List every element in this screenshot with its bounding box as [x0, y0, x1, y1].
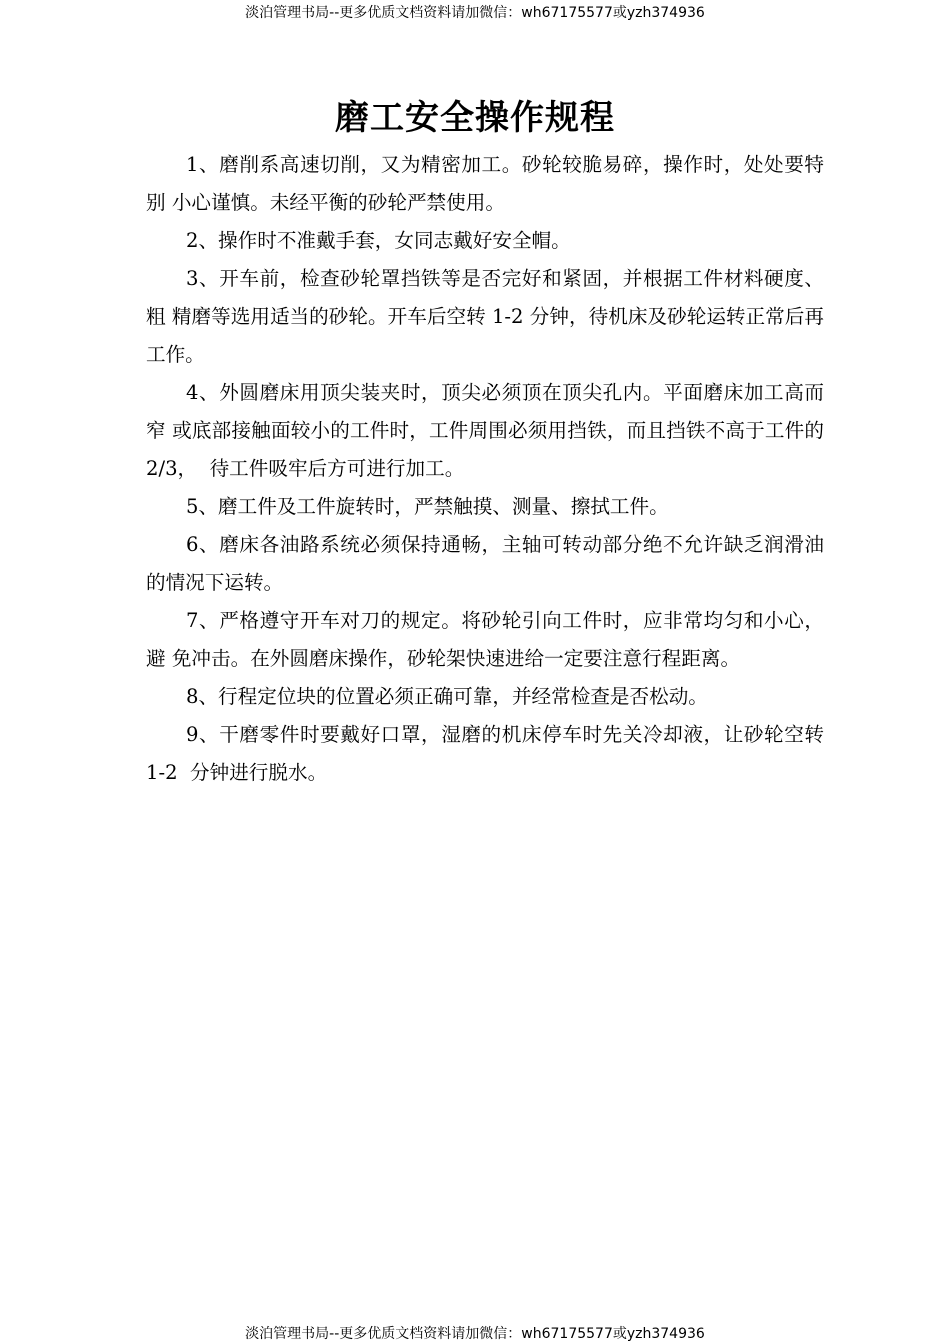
rule-paragraph-4: 4、外圆磨床用顶尖装夹时，顶尖必须顶在顶尖孔内。平面磨床加工高而窄 或底部接触面较小的工件时，工件周围必须用挡铁，而且挡铁不高于工件的 2/3， 待工件吸牢后方可进行加工。 — [146, 381, 831, 480]
rule-paragraph-3: 3、开车前，检查砂轮罩挡铁等是否完好和紧固，并根据工件材料硬度、粗 精磨等选用适当的砂轮。开车后空转 1-2 分钟，待机床及砂轮运转正常后再工作。 — [146, 267, 824, 366]
header-banner: 淡泊管理书局--更多优质文档资料请加微信：wh67175577或yzh374936 — [245, 5, 705, 21]
rule-paragraph-5: 5、磨工件及工件旋转时，严禁触摸、测量、擦拭工件。 — [186, 495, 669, 518]
rule-paragraph-8: 8、行程定位块的位置必须正确可靠，并经常检查是否松动。 — [186, 685, 708, 708]
document-title: 磨工安全操作规程 — [335, 98, 615, 138]
rule-paragraph-6: 6、磨床各油路系统必须保持通畅，主轴可转动部分绝不允许缺乏润滑油的情况下运转。 — [146, 533, 824, 594]
rule-paragraph-1: 1、磨削系高速切削，又为精密加工。砂轮较脆易碎，操作时，处处要特别 小心谨慎。未经平衡的砂轮严禁使用。 — [146, 153, 824, 214]
footer-banner: 淡泊管理书局--更多优质文档资料请加微信：wh67175577或yzh374936 — [245, 1326, 705, 1342]
document-body — [146, 146, 831, 792]
rule-paragraph-7: 7、严格遵守开车对刀的规定。将砂轮引向工件时，应非常均匀和小心，避 免冲击。在外圆磨床操作，砂轮架快速进给一定要注意行程距离。 — [146, 609, 824, 670]
rule-paragraph-9: 9、干磨零件时要戴好口罩，湿磨的机床停车时先关冷却液，让砂轮空转 1-2 分钟进行脱水。 — [146, 723, 831, 784]
rule-paragraph-2: 2、操作时不准戴手套，女同志戴好安全帽。 — [186, 229, 571, 252]
